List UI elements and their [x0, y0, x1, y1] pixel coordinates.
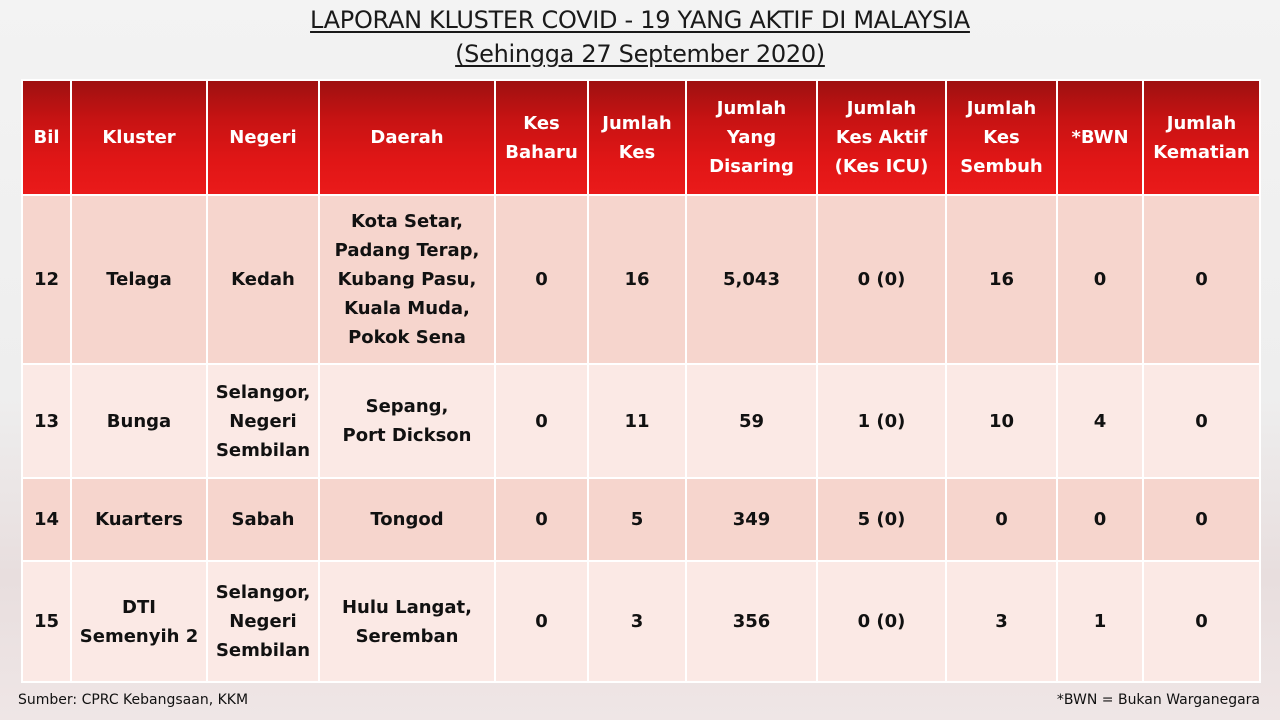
- cell-bwn: 1: [1057, 561, 1143, 682]
- cell-daerah: Sepang, Port Dickson: [319, 364, 495, 478]
- cluster-table: [21, 79, 1261, 683]
- cell-negeri: Selangor, Negeri Sembilan: [207, 561, 319, 682]
- header-jumlah-kes: Jumlah Kes: [588, 80, 686, 195]
- cell-disaring: 356: [686, 561, 817, 682]
- cell-kes-aktif: 0 (0): [817, 561, 946, 682]
- cell-negeri: Sabah: [207, 478, 319, 561]
- report-title: LAPORAN KLUSTER COVID - 19 YANG AKTIF DI MALAYSIA: [310, 6, 970, 34]
- cell-daerah: Tongod: [319, 478, 495, 561]
- header-kluster: Kluster: [71, 80, 207, 195]
- cell-bil: 12: [22, 195, 71, 364]
- header-kematian: Jumlah Kematian: [1143, 80, 1260, 195]
- header-negeri: Negeri: [207, 80, 319, 195]
- cell-bwn: 0: [1057, 195, 1143, 364]
- cell-bil: 14: [22, 478, 71, 561]
- table-row: [22, 478, 1260, 561]
- cell-disaring: 59: [686, 364, 817, 478]
- cell-bwn: 4: [1057, 364, 1143, 478]
- bwn-legend-note: *BWN = Bukan Warganegara: [1056, 692, 1260, 708]
- cell-kematian: 0: [1143, 195, 1260, 364]
- header-sembuh: Jumlah Kes Sembuh: [946, 80, 1057, 195]
- cell-sembuh: 3: [946, 561, 1057, 682]
- cell-negeri: Kedah: [207, 195, 319, 364]
- cell-kematian: 0: [1143, 364, 1260, 478]
- cell-sembuh: 16: [946, 195, 1057, 364]
- cell-kes-baharu: 0: [495, 364, 588, 478]
- table-row: [22, 561, 1260, 682]
- table-header-row: [22, 80, 1260, 195]
- cell-kluster: Kuarters: [71, 478, 207, 561]
- source-note: Sumber: CPRC Kebangsaan, KKM: [18, 692, 249, 708]
- cell-disaring: 349: [686, 478, 817, 561]
- table-row: [22, 195, 1260, 364]
- cell-negeri: Selangor, Negeri Sembilan: [207, 364, 319, 478]
- cell-kes-aktif: 1 (0): [817, 364, 946, 478]
- cell-kluster: Telaga: [71, 195, 207, 364]
- cell-kes-aktif: 0 (0): [817, 195, 946, 364]
- cell-kluster: Bunga: [71, 364, 207, 478]
- cell-kes-baharu: 0: [495, 478, 588, 561]
- cell-kes-baharu: 0: [495, 195, 588, 364]
- header-daerah: Daerah: [319, 80, 495, 195]
- cell-bwn: 0: [1057, 478, 1143, 561]
- cell-bil: 13: [22, 364, 71, 478]
- cell-kluster: DTI Semenyih 2: [71, 561, 207, 682]
- table-row: [22, 364, 1260, 478]
- cell-daerah: Hulu Langat, Seremban: [319, 561, 495, 682]
- header-bil: Bil: [22, 80, 71, 195]
- header-disaring: Jumlah Yang Disaring: [686, 80, 817, 195]
- cell-kes-aktif: 5 (0): [817, 478, 946, 561]
- header-kes-baharu: Kes Baharu: [495, 80, 588, 195]
- cell-kes-baharu: 0: [495, 561, 588, 682]
- cell-sembuh: 0: [946, 478, 1057, 561]
- cell-jumlah-kes: 3: [588, 561, 686, 682]
- cell-sembuh: 10: [946, 364, 1057, 478]
- cell-disaring: 5,043: [686, 195, 817, 364]
- report-subtitle: (Sehingga 27 September 2020): [455, 40, 825, 68]
- cell-daerah: Kota Setar, Padang Terap, Kubang Pasu, Kuala Muda, Pokok Sena: [319, 195, 495, 364]
- cell-jumlah-kes: 11: [588, 364, 686, 478]
- cell-kematian: 0: [1143, 478, 1260, 561]
- header-kes-aktif: Jumlah Kes Aktif (Kes ICU): [817, 80, 946, 195]
- cell-kematian: 0: [1143, 561, 1260, 682]
- cell-bil: 15: [22, 561, 71, 682]
- header-bwn: *BWN: [1057, 80, 1143, 195]
- cell-jumlah-kes: 16: [588, 195, 686, 364]
- cell-jumlah-kes: 5: [588, 478, 686, 561]
